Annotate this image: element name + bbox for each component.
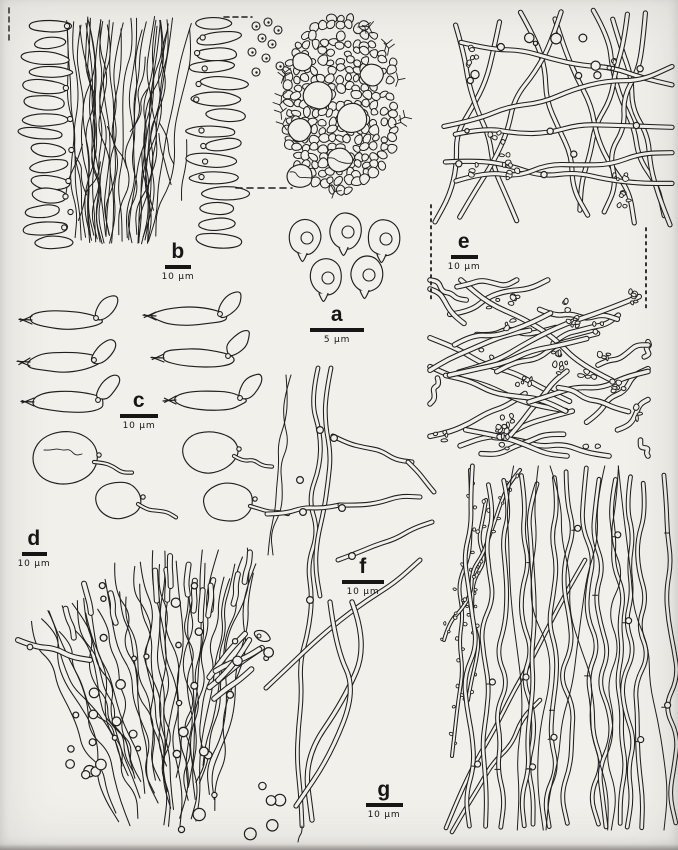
- panel-e-scalebar: [451, 255, 478, 259]
- panel-a-scalebar: [310, 328, 364, 332]
- panel-c-label: [115, 390, 163, 431]
- panel-a-label: [306, 304, 368, 345]
- panel-f-letter: f: [359, 555, 367, 578]
- panel-c-scalebar: [120, 414, 158, 418]
- panel-g-scale-text: 10 µm: [367, 810, 401, 820]
- scan-edge-shadow: [0, 844, 678, 850]
- panel-e-label: [443, 231, 485, 272]
- panel-b-scale-text: 10 µm: [161, 272, 195, 282]
- panel-d-label: [12, 528, 56, 569]
- panel-f-scale-text: 10 µm: [346, 587, 380, 597]
- panel-f-label: [336, 556, 390, 597]
- panel-d-scalebar: [22, 552, 47, 556]
- panel-c-letter: c: [132, 389, 146, 412]
- panel-b-label: [155, 241, 201, 282]
- panel-g-label: [360, 779, 408, 820]
- panel-b-letter: b: [171, 240, 185, 263]
- panel-b-scalebar: [165, 265, 191, 269]
- panel-a-letter: a: [330, 303, 344, 326]
- panel-e-scale-text: 10 µm: [447, 262, 481, 272]
- panel-g-letter: g: [377, 778, 391, 801]
- panel-a-scale-text: 5 µm: [323, 335, 351, 345]
- panel-g-scalebar: [366, 803, 403, 807]
- panel-c-scale-text: 10 µm: [122, 421, 156, 431]
- panel-d-scale-text: 10 µm: [17, 559, 51, 569]
- panel-f-scalebar: [342, 580, 384, 584]
- panel-d-letter: d: [27, 527, 41, 550]
- panel-e-letter: e: [457, 230, 471, 253]
